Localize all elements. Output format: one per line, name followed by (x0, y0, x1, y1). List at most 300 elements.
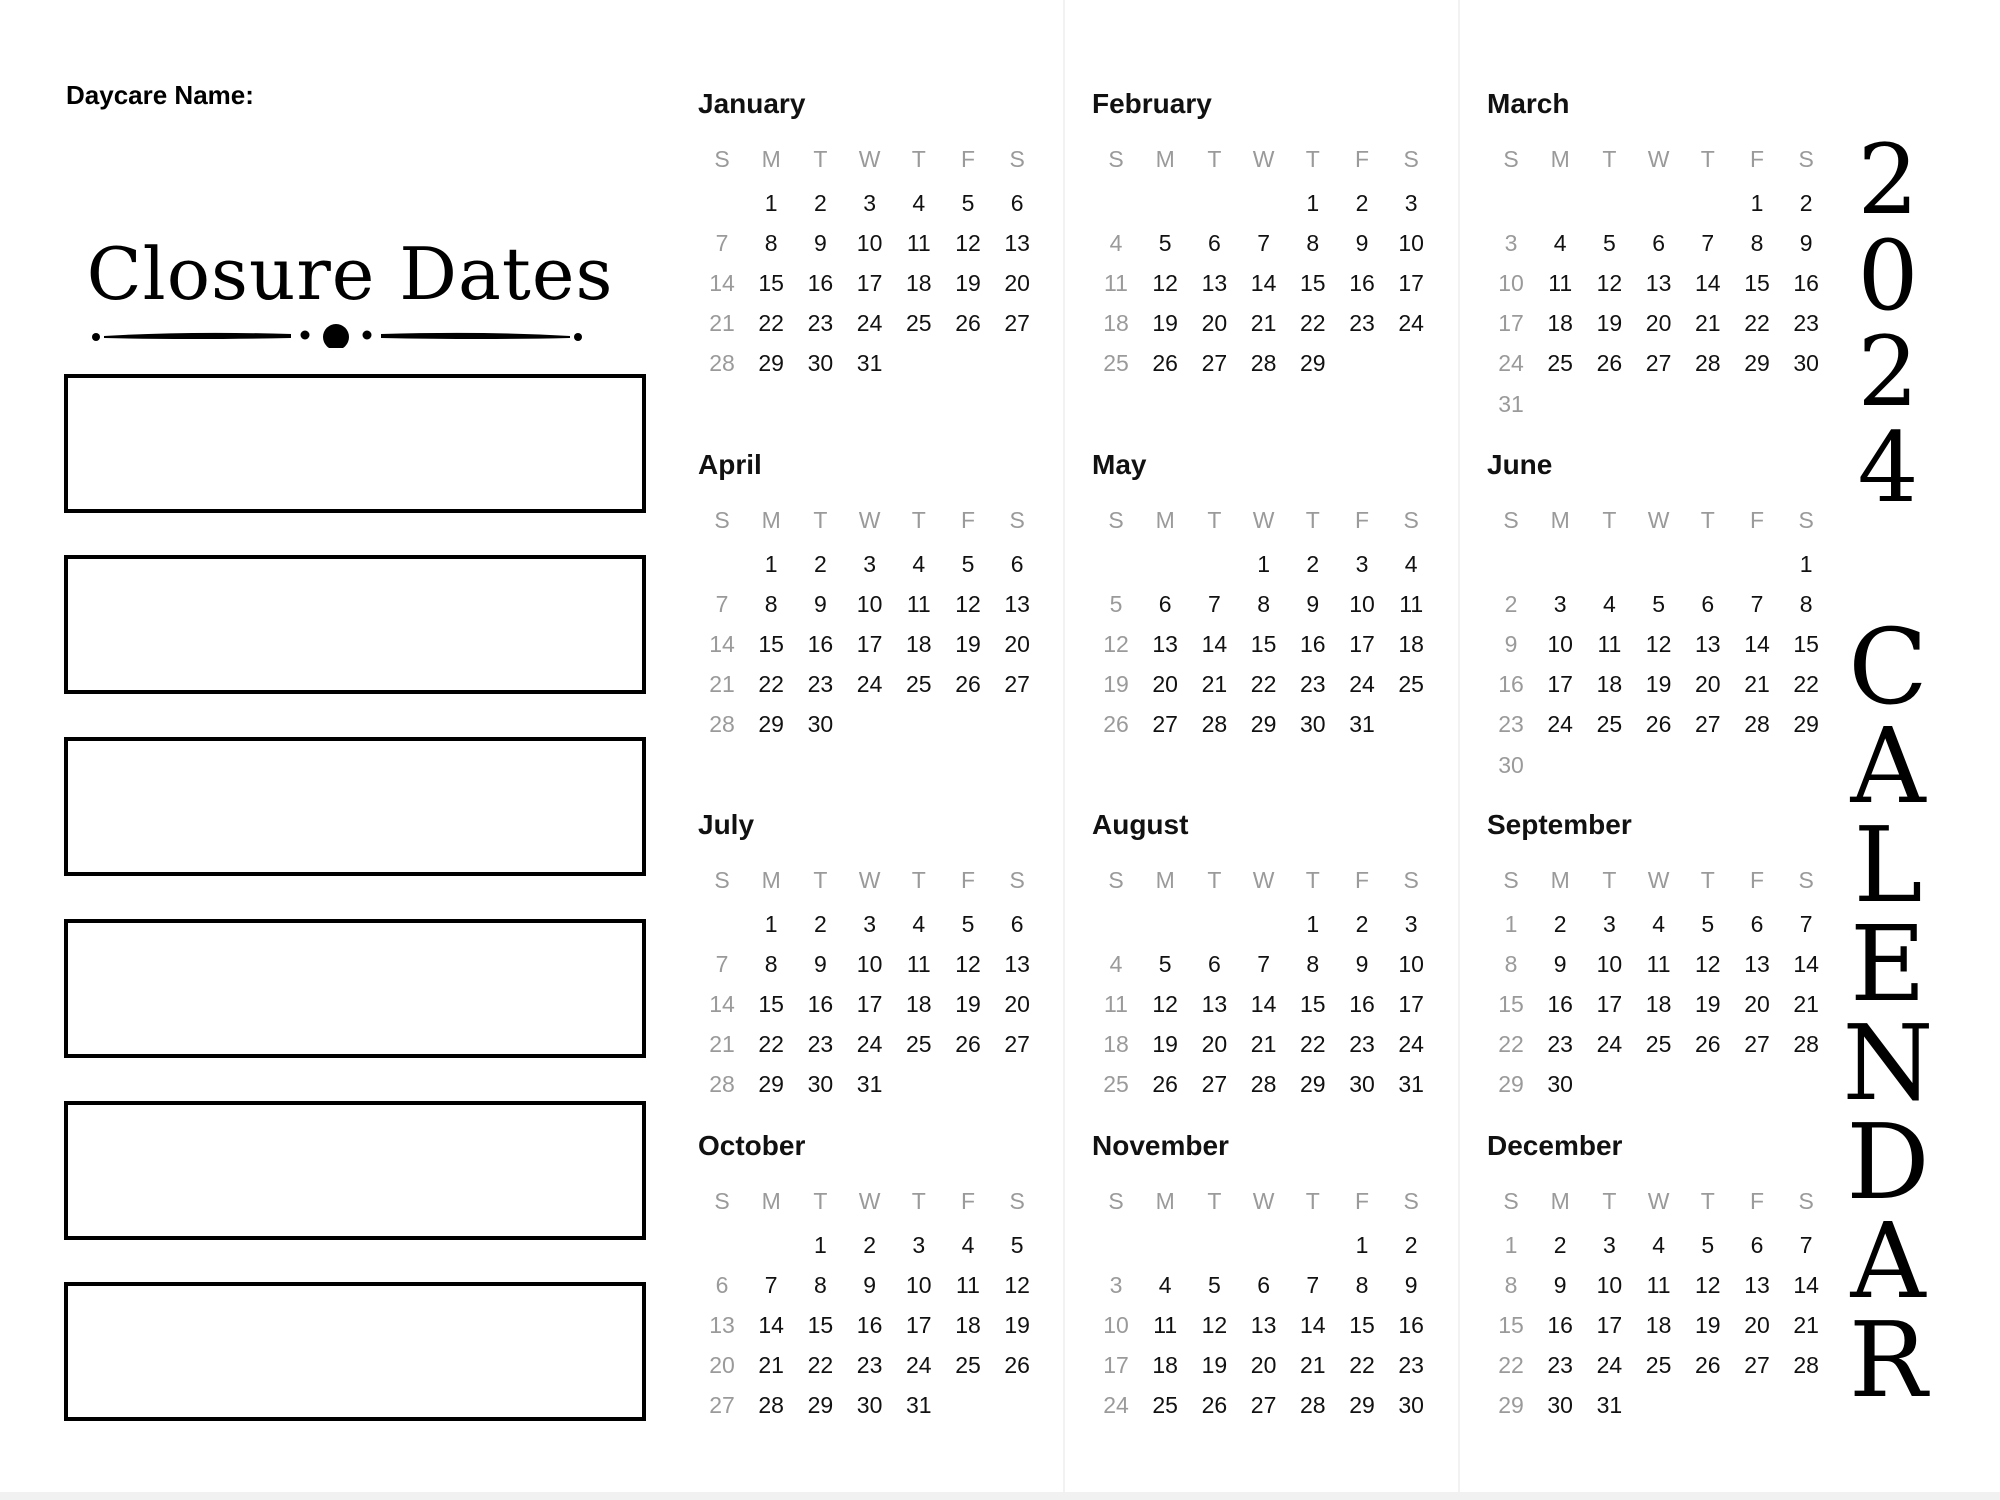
day-cell: 11 (906, 590, 931, 617)
day-cell: 19 (955, 990, 981, 1017)
day-cell: 8 (764, 950, 778, 977)
day-cell: 3 (1109, 1271, 1123, 1298)
calendar-glyph: D (1846, 1101, 1930, 1223)
day-cell: 25 (906, 1031, 932, 1058)
day-cell: 13 (1004, 590, 1030, 617)
weekday-header: F (1749, 507, 1765, 533)
day-cell: 28 (1201, 711, 1228, 738)
weekday-header: T (1700, 507, 1715, 533)
day-cell: 8 (1799, 590, 1813, 617)
day-cell: 12 (1152, 990, 1178, 1017)
day-cell: 18 (906, 269, 932, 296)
day-cell: 8 (1257, 590, 1270, 617)
day-cell: 11 (1104, 990, 1128, 1017)
day-cell: 10 (1498, 269, 1524, 296)
weekday-header: T (813, 867, 828, 893)
month-name: April (698, 449, 762, 480)
month-name: June (1487, 449, 1553, 480)
closure-date-box[interactable] (64, 555, 646, 694)
day-cell: 26 (1004, 1352, 1030, 1379)
day-cell: 12 (955, 950, 981, 977)
day-cell: 2 (813, 550, 827, 577)
day-cell: 9 (813, 229, 827, 256)
day-cell: 31 (856, 1071, 883, 1098)
day-cell: 27 (1645, 350, 1672, 377)
day-cell: 19 (1596, 310, 1623, 337)
weekday-header: W (1252, 1188, 1275, 1214)
day-cell: 10 (856, 590, 883, 617)
day-cell: 12 (1695, 950, 1721, 977)
weekday-header: M (1550, 867, 1570, 893)
day-cell: 7 (1701, 229, 1715, 256)
weekday-header: S (1503, 146, 1519, 172)
day-cell: 29 (758, 1071, 784, 1098)
day-cell: 13 (1250, 1311, 1277, 1338)
day-cell: 10 (1103, 1311, 1129, 1338)
day-cell: 7 (1306, 1271, 1320, 1298)
day-cell: 31 (1498, 390, 1524, 417)
weekday-header: S (714, 146, 730, 172)
day-cell: 30 (1300, 711, 1326, 738)
day-cell: 11 (1597, 630, 1622, 657)
day-cell: 29 (1498, 1071, 1524, 1098)
day-cell: 24 (856, 1031, 883, 1058)
day-cell: 30 (807, 711, 834, 738)
day-cell: 28 (1793, 1352, 1819, 1379)
day-cell: 5 (961, 910, 975, 937)
day-cell: 16 (1547, 990, 1573, 1017)
day-cell: 6 (1207, 950, 1221, 977)
day-cell: 11 (906, 950, 931, 977)
day-cell: 17 (1398, 990, 1424, 1017)
day-cell: 16 (807, 630, 834, 657)
weekday-header: M (1155, 507, 1175, 533)
day-cell: 26 (1695, 1031, 1721, 1058)
day-cell: 20 (1744, 1311, 1770, 1338)
day-cell: 5 (1652, 590, 1665, 617)
weekday-header: S (714, 867, 730, 893)
day-cell: 6 (1207, 229, 1221, 256)
day-cell: 13 (1744, 1271, 1770, 1298)
weekday-header: T (1207, 146, 1222, 172)
day-cell: 25 (1398, 671, 1424, 698)
day-cell: 9 (813, 590, 827, 617)
day-cell: 1 (1504, 1231, 1518, 1258)
day-cell: 23 (807, 1031, 834, 1058)
day-cell: 3 (1404, 189, 1418, 216)
weekday-header: S (1403, 507, 1419, 533)
weekday-header: S (1503, 867, 1519, 893)
day-cell: 17 (856, 990, 883, 1017)
day-cell: 28 (758, 1392, 784, 1419)
day-cell: 9 (863, 1271, 876, 1298)
day-cell: 4 (1652, 1231, 1665, 1258)
day-cell: 3 (863, 550, 876, 577)
day-cell: 6 (1010, 550, 1024, 577)
day-cell: 22 (807, 1352, 834, 1379)
day-cell: 28 (1250, 350, 1277, 377)
day-cell: 10 (856, 950, 883, 977)
day-cell: 28 (1744, 711, 1770, 738)
weekday-header: S (1009, 1188, 1025, 1214)
day-cell: 6 (1652, 229, 1665, 256)
day-cell: 2 (1306, 550, 1320, 577)
day-cell: 10 (1398, 229, 1424, 256)
day-cell: 4 (1652, 910, 1665, 937)
weekday-header: W (858, 867, 881, 893)
day-cell: 11 (1104, 269, 1128, 296)
day-cell: 30 (856, 1392, 883, 1419)
day-cell: 15 (758, 269, 784, 296)
weekday-header: M (1550, 1188, 1570, 1214)
day-cell: 17 (1596, 990, 1623, 1017)
weekday-header: F (960, 146, 976, 172)
month-name: December (1487, 1130, 1623, 1161)
day-cell: 5 (1158, 950, 1172, 977)
day-cell: 8 (1306, 229, 1320, 256)
day-cell: 7 (764, 1271, 778, 1298)
day-cell: 21 (1250, 310, 1277, 337)
day-cell: 24 (906, 1352, 932, 1379)
day-cell: 2 (1553, 910, 1567, 937)
day-cell: 7 (1750, 590, 1764, 617)
day-cell: 20 (1152, 671, 1178, 698)
day-cell: 30 (1498, 751, 1524, 778)
weekday-header: S (1503, 1188, 1519, 1214)
day-cell: 18 (1398, 630, 1424, 657)
day-cell: 5 (1109, 590, 1123, 617)
day-cell: 1 (764, 910, 778, 937)
weekday-header: S (1798, 146, 1814, 172)
day-cell: 4 (1602, 590, 1616, 617)
day-cell: 21 (709, 310, 735, 337)
day-cell: 31 (906, 1392, 932, 1419)
column-divider-1 (1063, 0, 1065, 1500)
weekday-header: T (1700, 867, 1715, 893)
day-cell: 29 (1300, 1071, 1326, 1098)
day-cell: 8 (1355, 1271, 1369, 1298)
day-cell: 19 (1103, 671, 1129, 698)
weekday-header: T (813, 507, 828, 533)
day-cell: 12 (1103, 630, 1129, 657)
day-cell: 25 (1645, 1352, 1672, 1379)
day-cell: 15 (1498, 1311, 1524, 1338)
day-cell: 15 (1498, 990, 1524, 1017)
weekday-header: M (761, 867, 781, 893)
day-cell: 7 (715, 950, 729, 977)
column-divider-2 (1458, 0, 1460, 1500)
day-cell: 23 (856, 1352, 883, 1379)
day-cell: 18 (1103, 310, 1129, 337)
day-cell: 15 (1793, 630, 1819, 657)
day-cell: 20 (1744, 990, 1770, 1017)
day-cell: 7 (1257, 950, 1270, 977)
weekday-header: W (1647, 146, 1670, 172)
daycare-name-label: Daycare Name: (66, 80, 254, 110)
day-cell: 10 (856, 229, 883, 256)
day-cell: 26 (1645, 711, 1672, 738)
day-cell: 11 (906, 229, 931, 256)
weekday-header: T (1602, 867, 1617, 893)
day-cell: 14 (1695, 269, 1721, 296)
day-cell: 7 (1799, 910, 1813, 937)
day-cell: 16 (1498, 671, 1524, 698)
day-cell: 16 (807, 269, 834, 296)
day-cell: 7 (1257, 229, 1270, 256)
day-cell: 21 (1793, 990, 1819, 1017)
day-cell: 31 (1596, 1392, 1623, 1419)
weekday-header: F (960, 867, 976, 893)
day-cell: 6 (715, 1271, 729, 1298)
weekday-header: F (1354, 146, 1370, 172)
day-cell: 15 (807, 1311, 834, 1338)
day-cell: 12 (1645, 630, 1672, 657)
day-cell: 1 (1799, 550, 1813, 577)
day-cell: 11 (1646, 1271, 1671, 1298)
day-cell: 21 (1793, 1311, 1819, 1338)
day-cell: 28 (709, 1071, 735, 1098)
day-cell: 29 (758, 711, 784, 738)
day-cell: 19 (955, 269, 981, 296)
calendar-glyph: E (1850, 903, 1926, 1025)
day-cell: 22 (1498, 1031, 1524, 1058)
day-cell: 6 (1750, 910, 1764, 937)
day-cell: 15 (1744, 269, 1770, 296)
day-cell: 26 (1152, 1071, 1178, 1098)
day-cell: 13 (709, 1311, 735, 1338)
day-cell: 28 (1695, 350, 1721, 377)
day-cell: 30 (807, 350, 834, 377)
day-cell: 6 (1010, 910, 1024, 937)
weekday-header: T (1602, 1188, 1617, 1214)
day-cell: 29 (1300, 350, 1326, 377)
day-cell: 1 (1750, 189, 1764, 216)
day-cell: 13 (1152, 630, 1178, 657)
weekday-header: S (1403, 1188, 1419, 1214)
day-cell: 5 (1701, 910, 1715, 937)
day-cell: 23 (1547, 1031, 1573, 1058)
weekday-header: T (1700, 1188, 1715, 1214)
day-cell: 23 (1793, 310, 1819, 337)
day-cell: 14 (1793, 1271, 1819, 1298)
day-cell: 17 (856, 630, 883, 657)
day-cell: 26 (955, 1031, 981, 1058)
day-cell: 24 (1596, 1031, 1623, 1058)
day-cell: 7 (1207, 590, 1221, 617)
day-cell: 5 (1701, 1231, 1715, 1258)
day-cell: 31 (1398, 1071, 1424, 1098)
day-cell: 14 (709, 269, 735, 296)
day-cell: 13 (1004, 950, 1030, 977)
day-cell: 14 (1250, 269, 1277, 296)
day-cell: 9 (1355, 950, 1369, 977)
bottom-strip (0, 1492, 2000, 1500)
day-cell: 17 (1596, 1311, 1623, 1338)
weekday-header: M (1155, 146, 1175, 172)
day-cell: 10 (1349, 590, 1375, 617)
year-glyph: 2 (1857, 124, 1919, 236)
day-cell: 26 (1152, 350, 1178, 377)
day-cell: 14 (1201, 630, 1228, 657)
weekday-header: F (960, 507, 976, 533)
day-cell: 14 (709, 630, 735, 657)
day-cell: 29 (1498, 1392, 1524, 1419)
day-cell: 3 (1602, 910, 1616, 937)
day-cell: 22 (1744, 310, 1770, 337)
day-cell: 26 (955, 671, 981, 698)
day-cell: 23 (1349, 310, 1375, 337)
closure-date-box[interactable] (64, 374, 646, 513)
day-cell: 31 (1349, 711, 1375, 738)
day-cell: 4 (1553, 229, 1567, 256)
day-cell: 18 (1596, 671, 1623, 698)
day-cell: 30 (1547, 1071, 1573, 1098)
day-cell: 10 (1596, 950, 1623, 977)
day-cell: 20 (1004, 630, 1030, 657)
day-cell: 21 (1250, 1031, 1277, 1058)
day-cell: 3 (1404, 910, 1418, 937)
day-cell: 24 (1547, 711, 1573, 738)
day-cell: 3 (1553, 590, 1567, 617)
day-cell: 8 (764, 590, 778, 617)
day-cell: 15 (1349, 1311, 1375, 1338)
weekday-header: M (1550, 507, 1570, 533)
day-cell: 5 (1158, 229, 1172, 256)
day-cell: 17 (856, 269, 883, 296)
day-cell: 26 (1695, 1352, 1721, 1379)
day-cell: 13 (1744, 950, 1770, 977)
closure-date-box[interactable] (64, 1282, 646, 1421)
day-cell: 30 (1793, 350, 1819, 377)
day-cell: 24 (1398, 310, 1424, 337)
weekday-header: T (1207, 867, 1222, 893)
day-cell: 14 (1793, 950, 1819, 977)
day-cell: 10 (1398, 950, 1424, 977)
weekday-header: W (1252, 146, 1275, 172)
day-cell: 24 (1103, 1392, 1129, 1419)
day-cell: 14 (1250, 990, 1277, 1017)
day-cell: 9 (1553, 950, 1567, 977)
day-cell: 13 (1645, 269, 1672, 296)
weekday-header: T (1207, 1188, 1222, 1214)
day-cell: 1 (1306, 910, 1320, 937)
weekday-header: S (1798, 867, 1814, 893)
day-cell: 8 (764, 229, 778, 256)
day-cell: 17 (1349, 630, 1375, 657)
calendar-glyph: A (1850, 1200, 1926, 1322)
day-cell: 26 (1103, 711, 1129, 738)
month-name: August (1092, 809, 1189, 840)
day-cell: 16 (856, 1311, 883, 1338)
calendar-glyph: R (1848, 1299, 1928, 1421)
weekday-header: F (1354, 1188, 1370, 1214)
weekday-header: W (858, 146, 881, 172)
day-cell: 16 (1398, 1311, 1424, 1338)
day-cell: 6 (1257, 1271, 1270, 1298)
weekday-header: F (1354, 867, 1370, 893)
day-cell: 27 (1201, 350, 1228, 377)
closure-date-box[interactable] (64, 919, 646, 1058)
day-cell: 12 (1596, 269, 1623, 296)
day-cell: 24 (1349, 671, 1375, 698)
day-cell: 30 (1398, 1392, 1424, 1419)
day-cell: 9 (1504, 630, 1518, 657)
month-name: July (698, 809, 755, 840)
month-name: February (1092, 88, 1212, 119)
day-cell: 28 (1793, 1031, 1819, 1058)
weekday-header: M (1155, 867, 1175, 893)
weekday-header: S (1403, 867, 1419, 893)
day-cell: 3 (863, 910, 876, 937)
day-cell: 28 (1300, 1392, 1326, 1419)
day-cell: 6 (1010, 189, 1024, 216)
day-cell: 25 (955, 1352, 981, 1379)
day-cell: 4 (912, 189, 926, 216)
day-cell: 22 (1300, 310, 1326, 337)
day-cell: 2 (1355, 910, 1369, 937)
day-cell: 25 (906, 671, 932, 698)
day-cell: 14 (1744, 630, 1770, 657)
weekday-header: W (1647, 1188, 1670, 1214)
weekday-header: S (1009, 867, 1025, 893)
weekday-header: T (1602, 507, 1617, 533)
flourish-divider (86, 318, 588, 348)
day-cell: 20 (1201, 1031, 1228, 1058)
day-cell: 28 (709, 711, 735, 738)
day-cell: 11 (1153, 1311, 1178, 1338)
day-cell: 1 (1306, 189, 1320, 216)
day-cell: 21 (709, 671, 735, 698)
day-cell: 22 (1349, 1352, 1375, 1379)
calendar-vertical-text (1838, 606, 1938, 1421)
weekday-header: M (1550, 146, 1570, 172)
calendar-glyph: L (1853, 804, 1923, 926)
day-cell: 27 (1004, 1031, 1030, 1058)
day-cell: 1 (813, 1231, 827, 1258)
day-cell: 27 (1004, 671, 1030, 698)
day-cell: 11 (956, 1271, 980, 1298)
day-cell: 4 (1158, 1271, 1172, 1298)
day-cell: 12 (955, 229, 981, 256)
day-cell: 20 (1004, 990, 1030, 1017)
closure-date-box[interactable] (64, 737, 646, 876)
day-cell: 25 (906, 310, 932, 337)
day-cell: 27 (1744, 1352, 1770, 1379)
weekday-header: W (858, 1188, 881, 1214)
weekday-header: F (1749, 1188, 1765, 1214)
day-cell: 25 (1152, 1392, 1178, 1419)
day-cell: 24 (1596, 1352, 1623, 1379)
day-cell: 5 (1010, 1231, 1024, 1258)
weekday-header: S (714, 507, 730, 533)
day-cell: 15 (1300, 269, 1326, 296)
day-cell: 25 (1645, 1031, 1672, 1058)
day-cell: 22 (758, 671, 784, 698)
day-cell: 17 (1103, 1352, 1129, 1379)
year-glyph: 0 (1857, 220, 1919, 332)
weekday-header: W (1252, 507, 1275, 533)
day-cell: 22 (758, 310, 784, 337)
day-cell: 26 (1596, 350, 1623, 377)
day-cell: 16 (1547, 1311, 1573, 1338)
day-cell: 1 (1355, 1231, 1369, 1258)
closure-date-box[interactable] (64, 1101, 646, 1240)
weekday-header: S (1108, 1188, 1124, 1214)
weekday-header: S (1009, 146, 1025, 172)
day-cell: 3 (1602, 1231, 1616, 1258)
day-cell: 2 (1355, 189, 1369, 216)
day-cell: 16 (1300, 630, 1326, 657)
